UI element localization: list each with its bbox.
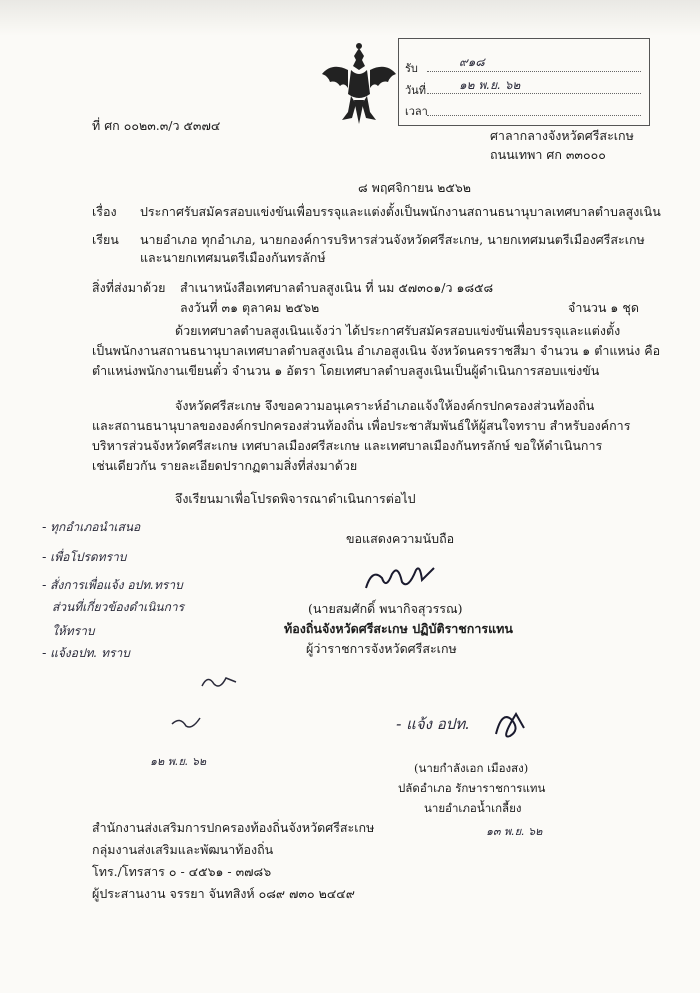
footer-coordinator: ผู้ประสานงาน จรรยา จันทสิงห์ ๐๘๙ ๗๓๐ ๒๔๔๙ — [92, 886, 355, 901]
enclosure-quantity: จำนวน ๑ ชุด — [568, 300, 639, 315]
stamp-receive-value: ๙๑๘ — [459, 55, 485, 69]
stamp-time-label: เวลา — [405, 105, 428, 118]
agency-line-1: ศาลากลางจังหวัดศรีสะเกษ — [490, 128, 634, 143]
handwritten-date-2: ๑๓ พ.ย. ๖๒ — [486, 825, 543, 838]
stamp-date-value: ๑๒ พ.ย. ๖๒ — [459, 78, 521, 92]
body-p1-line2: เป็นพนักงานสถานธนานุบาลเทศบาลตำบลสูงเนิน อำเภอสูงเนิน จังหวัดนครราชสีมา จำนวน ๑ ตำแหน่ง คือ — [92, 343, 661, 358]
body-p1-line1: ด้วยเทศบาลตำบลสูงเนินแจ้งว่า ได้ประกาศรับสมัครสอบแข่งขันเพื่อบรรจุและแต่งตั้ง — [175, 323, 621, 338]
signer-title-2: ผู้ว่าราชการจังหวัดศรีสะเกษ — [306, 641, 457, 656]
handwritten-initial-1 — [200, 672, 240, 696]
subject-label: เรื่อง — [92, 204, 117, 219]
body-p2-line2: และสถานธนานุบาลขององค์กรปกครองส่วนท้องถิ่น เพื่อประชาสัมพันธ์ให้ผู้สนใจทราบ สำหรับองค์การ — [92, 418, 631, 433]
signer-title-1: ท้องถิ่นจังหวัดศรีสะเกษ ปฏิบัติราชการแทน — [284, 621, 513, 636]
footer-office: สำนักงานส่งเสริมการปกครองท้องถิ่นจังหวัดศรีสะเกษ — [92, 820, 375, 835]
to-line-2: และนายกเทศมนตรีเมืองกันทรลักษ์ — [140, 250, 326, 265]
garuda-emblem — [318, 40, 400, 128]
handwritten-note-4: ส่วนที่เกี่ยวข้องดำเนินการ — [52, 600, 185, 614]
district-title-1: ปลัดอำเภอ รักษาราชการแทน — [398, 781, 546, 795]
handwritten-note-2: - เพื่อโปรดทราบ — [42, 550, 127, 564]
district-signature-mark — [490, 704, 530, 748]
body-p2-line3: บริหารส่วนจังหวัดศรีสะเกษ เทศบาลเมืองศรีสะเกษ และเทศบาลเมืองกันทรลักษ์ ขอให้ดำเนินการ — [92, 438, 603, 453]
enclosure-line-1: สำเนาหนังสือเทศบาลตำบลสูงเนิน ที่ นม ๕๗๓๐๑/ว ๑๘๕๘ — [180, 280, 494, 295]
signer-name: (นายสมศักดิ์ พนากิจสุวรรณ) — [308, 601, 463, 616]
body-p2-line1: จังหวัดศรีสะเกษ จึงขอความอนุเคราะห์อำเภอแจ้งให้องค์กรปกครองส่วนท้องถิ่น — [175, 398, 595, 413]
handwritten-note-5: ให้ทราบ — [52, 624, 95, 638]
body-p1-line3: ตำแหน่งพนักงานเขียนตั๋ว จำนวน ๑ อัตรา โดยเทศบาลตำบลสูงเนินเป็นผู้ดำเนินการสอบแข่งขัน — [92, 363, 600, 378]
handwritten-note-1: - ทุกอำเภอนำเสนอ — [42, 520, 141, 534]
receipt-stamp — [398, 38, 650, 126]
doc-number: ที่ ศก ๐๐๒๓.๓/ว ๕๓๗๔ — [92, 118, 221, 133]
subject-text: ประกาศรับสมัครสอบแข่งขันเพื่อบรรจุและแต่งตั้งเป็นพนักงานสถานธนานุบาลเทศบาลตำบลสูงเนิน — [140, 204, 661, 219]
district-title-2: นายอำเภอน้ำเกลี้ยง — [424, 801, 522, 815]
stamp-date-label: วันที่ — [405, 84, 426, 97]
main-signature — [362, 560, 442, 600]
handwritten-note-6: - แจ้งอปท. ทราบ — [42, 646, 130, 660]
enclosure-label: สิ่งที่ส่งมาด้วย — [92, 280, 166, 295]
closing-salutation: ขอแสดงความนับถือ — [346, 531, 455, 546]
doc-date: ๘ พฤศจิกายน ๒๕๖๒ — [358, 180, 471, 195]
body-p2-line4: เช่นเดียวกัน รายละเอียดปรากฏตามสิ่งที่ส่งมาด้วย — [92, 458, 358, 473]
handwritten-initial-2 — [170, 712, 210, 736]
agency-line-2: ถนนเทพา ศก ๓๓๐๐๐ — [490, 147, 606, 162]
footer-group: กลุ่มงานส่งเสริมและพัฒนาท้องถิ่น — [92, 842, 274, 857]
scan-top-noise — [0, 0, 700, 36]
to-line-1: นายอำเภอ ทุกอำเภอ, นายกองค์การบริหารส่วนจังหวัดศรีสะเกษ, นายกเทศมนตรีเมืองศรีสะเกษ — [140, 232, 645, 247]
stamp-receive-label: รับ — [405, 62, 418, 75]
footer-phone: โทร./โทรสาร ๐ - ๔๕๖๑ - ๓๗๘๖ — [92, 864, 272, 879]
enclosure-line-2: ลงวันที่ ๓๑ ตุลาคม ๒๕๖๒ — [180, 300, 320, 315]
to-label: เรียน — [92, 232, 119, 247]
handwritten-note-district: - แจ้ง อปท. — [396, 715, 470, 733]
handwritten-date-1: ๑๒ พ.ย. ๖๒ — [150, 755, 207, 768]
body-p3: จึงเรียนมาเพื่อโปรดพิจารณาดำเนินการต่อไป — [175, 491, 416, 506]
handwritten-note-3: - สั่งการเพื่อแจ้ง อปท.ทราบ — [42, 578, 183, 592]
district-name: (นายกำลังเอก เมืองสง) — [414, 761, 529, 775]
